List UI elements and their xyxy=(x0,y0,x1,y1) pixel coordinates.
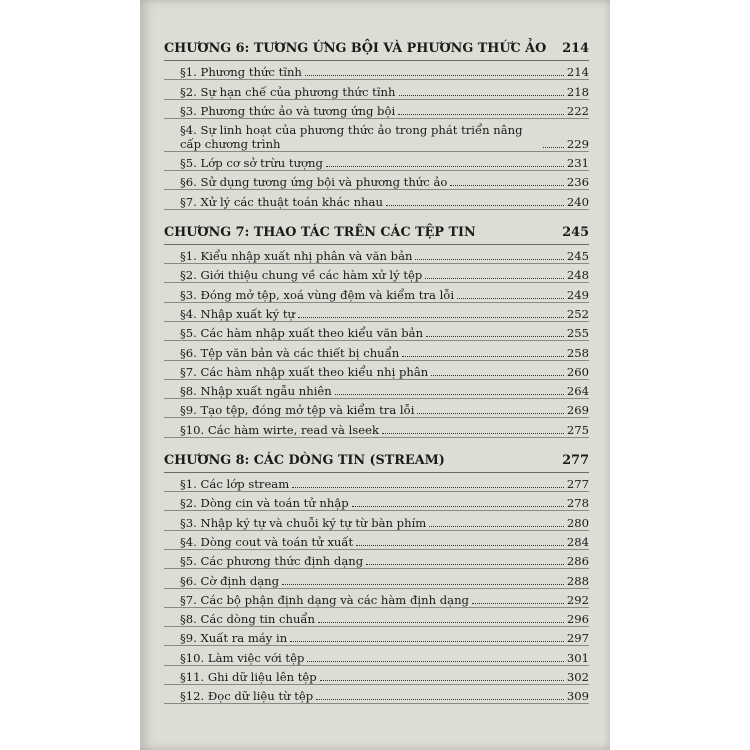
entry-title: §12. Đọc dữ liệu từ tệp xyxy=(180,689,314,704)
dot-leader xyxy=(316,698,564,700)
toc-entry xyxy=(164,685,589,704)
entry-page-number: 229 xyxy=(566,136,589,151)
dot-leader xyxy=(356,544,564,546)
entry-title: §7. Các bộ phận định dạng và các hàm định dạng xyxy=(180,592,469,607)
chapter-section xyxy=(164,453,589,705)
entry-page-number: 236 xyxy=(566,175,589,190)
entry-title: §9. Tạo tệp, đóng mở tệp và kiểm tra lỗi xyxy=(180,403,415,418)
entry-title: §6. Sử dụng tương ứng bội và phương thức ảo xyxy=(180,175,448,190)
dot-leader xyxy=(417,412,563,414)
entry-title: §4. Nhập xuất ký tự xyxy=(180,306,296,321)
toc-entry xyxy=(164,119,589,152)
chapter-heading xyxy=(164,225,589,245)
entry-title: §3. Nhập ký tự và chuỗi ký tự từ bàn phím xyxy=(180,515,427,530)
toc-entry xyxy=(164,666,589,685)
dot-leader xyxy=(402,355,564,357)
entry-title: §3. Đóng mở tệp, xoá vùng đệm và kiểm tra lỗi xyxy=(180,287,455,302)
dot-leader xyxy=(298,316,564,318)
dot-leader xyxy=(399,94,564,96)
entry-page-number: 297 xyxy=(566,631,589,646)
entry-page-number: 260 xyxy=(566,364,589,379)
entry-title: §8. Các dòng tin chuẩn xyxy=(180,612,315,627)
dot-leader xyxy=(318,621,564,623)
entry-page-number: 240 xyxy=(566,194,589,209)
entry-title: §3. Phương thức ảo và tương ứng bội xyxy=(180,103,396,118)
toc-entry xyxy=(164,171,589,190)
entry-title: §10. Các hàm wirte, read và lseek xyxy=(180,422,379,437)
chapter-section xyxy=(164,41,589,210)
toc-entry xyxy=(164,589,589,608)
dot-leader xyxy=(415,258,563,260)
dot-leader xyxy=(472,602,564,604)
dot-leader xyxy=(426,335,564,337)
toc-entry xyxy=(164,627,589,646)
entry-title: §7. Các hàm nhập xuất theo kiểu nhị phân xyxy=(180,364,429,379)
entry-title: §7. Xử lý các thuật toán khác nhau xyxy=(180,194,383,209)
chapter-page-number: 277 xyxy=(562,452,589,468)
entry-page-number: 288 xyxy=(566,573,589,588)
table-of-contents xyxy=(164,41,589,719)
chapter-section xyxy=(164,225,589,438)
toc-entry xyxy=(164,190,589,209)
dot-leader xyxy=(305,74,564,76)
toc-entry xyxy=(164,100,589,119)
entry-title: §2. Giới thiệu chung về các hàm xử lý tệp xyxy=(180,268,423,283)
entry-title: §6. Tệp văn bản và các thiết bị chuẩn xyxy=(180,345,400,360)
entry-page-number: 214 xyxy=(566,65,589,80)
entry-page-number: 301 xyxy=(566,650,589,665)
entry-page-number: 255 xyxy=(566,326,589,341)
dot-leader xyxy=(543,146,564,148)
entry-page-number: 277 xyxy=(566,477,589,492)
chapter-page-number: 245 xyxy=(562,224,589,240)
entry-page-number: 278 xyxy=(566,496,589,511)
toc-entry xyxy=(164,608,589,627)
entry-page-number: 286 xyxy=(566,554,589,569)
toc-entry xyxy=(164,152,589,171)
dot-leader xyxy=(307,660,563,662)
entry-title: §1. Các lớp stream xyxy=(180,477,290,492)
toc-entry xyxy=(164,531,589,550)
dot-leader xyxy=(352,505,564,507)
dot-leader xyxy=(326,165,564,167)
entry-title: §5. Lớp cơ sở trừu tượng xyxy=(180,156,323,171)
toc-entry xyxy=(164,341,589,360)
entry-page-number: 284 xyxy=(566,534,589,549)
entry-page-number: 275 xyxy=(566,422,589,437)
entry-title: §10. Làm việc với tệp xyxy=(180,650,305,665)
dot-leader xyxy=(292,486,564,488)
dot-leader xyxy=(335,393,564,395)
toc-entry xyxy=(164,473,589,492)
dot-leader xyxy=(320,679,564,681)
entry-page-number: 218 xyxy=(566,84,589,99)
chapter-title: CHƯƠNG 8: CÁC DÒNG TIN (STREAM) xyxy=(164,452,445,468)
dot-leader xyxy=(290,640,564,642)
entry-title: §8. Nhập xuất ngẫu nhiên xyxy=(180,384,332,399)
toc-entry xyxy=(164,511,589,530)
toc-entry xyxy=(164,283,589,302)
chapter-title: CHƯƠNG 6: TƯƠNG ỨNG BỘI VÀ PHƯƠNG THỨC ẢO xyxy=(164,41,547,56)
chapter-heading xyxy=(164,453,589,473)
dot-leader xyxy=(429,525,564,527)
toc-entry xyxy=(164,264,589,283)
chapter-title: CHƯƠNG 7: THAO TÁC TRÊN CÁC TỆP TIN xyxy=(164,224,476,240)
book-page xyxy=(140,0,610,750)
entry-page-number: 248 xyxy=(566,268,589,283)
entry-title: §4. Dòng cout và toán tử xuất xyxy=(180,534,354,549)
entry-page-number: 309 xyxy=(566,689,589,704)
entry-page-number: 264 xyxy=(566,384,589,399)
dot-leader xyxy=(450,184,564,186)
toc-entry xyxy=(164,550,589,569)
entry-page-number: 292 xyxy=(566,592,589,607)
toc-entry xyxy=(164,361,589,380)
entry-page-number: 280 xyxy=(566,515,589,530)
entry-title: §1. Kiểu nhập xuất nhị phân và văn bản xyxy=(180,249,413,264)
entry-page-number: 231 xyxy=(566,156,589,171)
chapter-page-number: 214 xyxy=(562,41,589,56)
toc-entry xyxy=(164,569,589,588)
toc-entry xyxy=(164,245,589,264)
dot-leader xyxy=(425,277,564,279)
dot-leader xyxy=(398,113,564,115)
entry-page-number: 269 xyxy=(566,403,589,418)
toc-entry xyxy=(164,418,589,437)
entry-page-number: 222 xyxy=(566,103,589,118)
entry-title: §2. Sự hạn chế của phương thức tĩnh xyxy=(180,84,396,99)
entry-title: §1. Phương thức tĩnh xyxy=(180,65,302,80)
dot-leader xyxy=(431,374,564,376)
entry-page-number: 296 xyxy=(566,612,589,627)
dot-leader xyxy=(386,204,564,206)
entry-title: §2. Dòng cin và toán tử nhập xyxy=(180,496,349,511)
toc-entry xyxy=(164,61,589,80)
toc-entry xyxy=(164,80,589,99)
entry-title: §4. Sự linh hoạt của phương thức ảo trong phát triển nâng cấp chương trình xyxy=(180,122,523,151)
toc-entry xyxy=(164,322,589,341)
entry-title: §9. Xuất ra máy in xyxy=(180,631,288,646)
toc-entry xyxy=(164,380,589,399)
entry-title: §5. Các phương thức định dạng xyxy=(180,554,364,569)
toc-entry xyxy=(164,646,589,665)
dot-leader xyxy=(457,297,564,299)
toc-entry xyxy=(164,303,589,322)
entry-page-number: 258 xyxy=(566,345,589,360)
entry-page-number: 249 xyxy=(566,287,589,302)
entry-page-number: 252 xyxy=(566,306,589,321)
dot-leader xyxy=(382,432,564,434)
toc-entry xyxy=(164,399,589,418)
chapter-heading xyxy=(164,41,589,61)
dot-leader xyxy=(282,583,564,585)
entry-title: §6. Cờ định dạng xyxy=(180,573,280,588)
entry-page-number: 245 xyxy=(566,249,589,264)
entry-page-number: 302 xyxy=(566,670,589,685)
entry-title: §5. Các hàm nhập xuất theo kiểu văn bản xyxy=(180,326,424,341)
toc-entry xyxy=(164,492,589,511)
entry-title: §11. Ghi dữ liệu lên tệp xyxy=(180,670,317,685)
dot-leader xyxy=(366,563,564,565)
